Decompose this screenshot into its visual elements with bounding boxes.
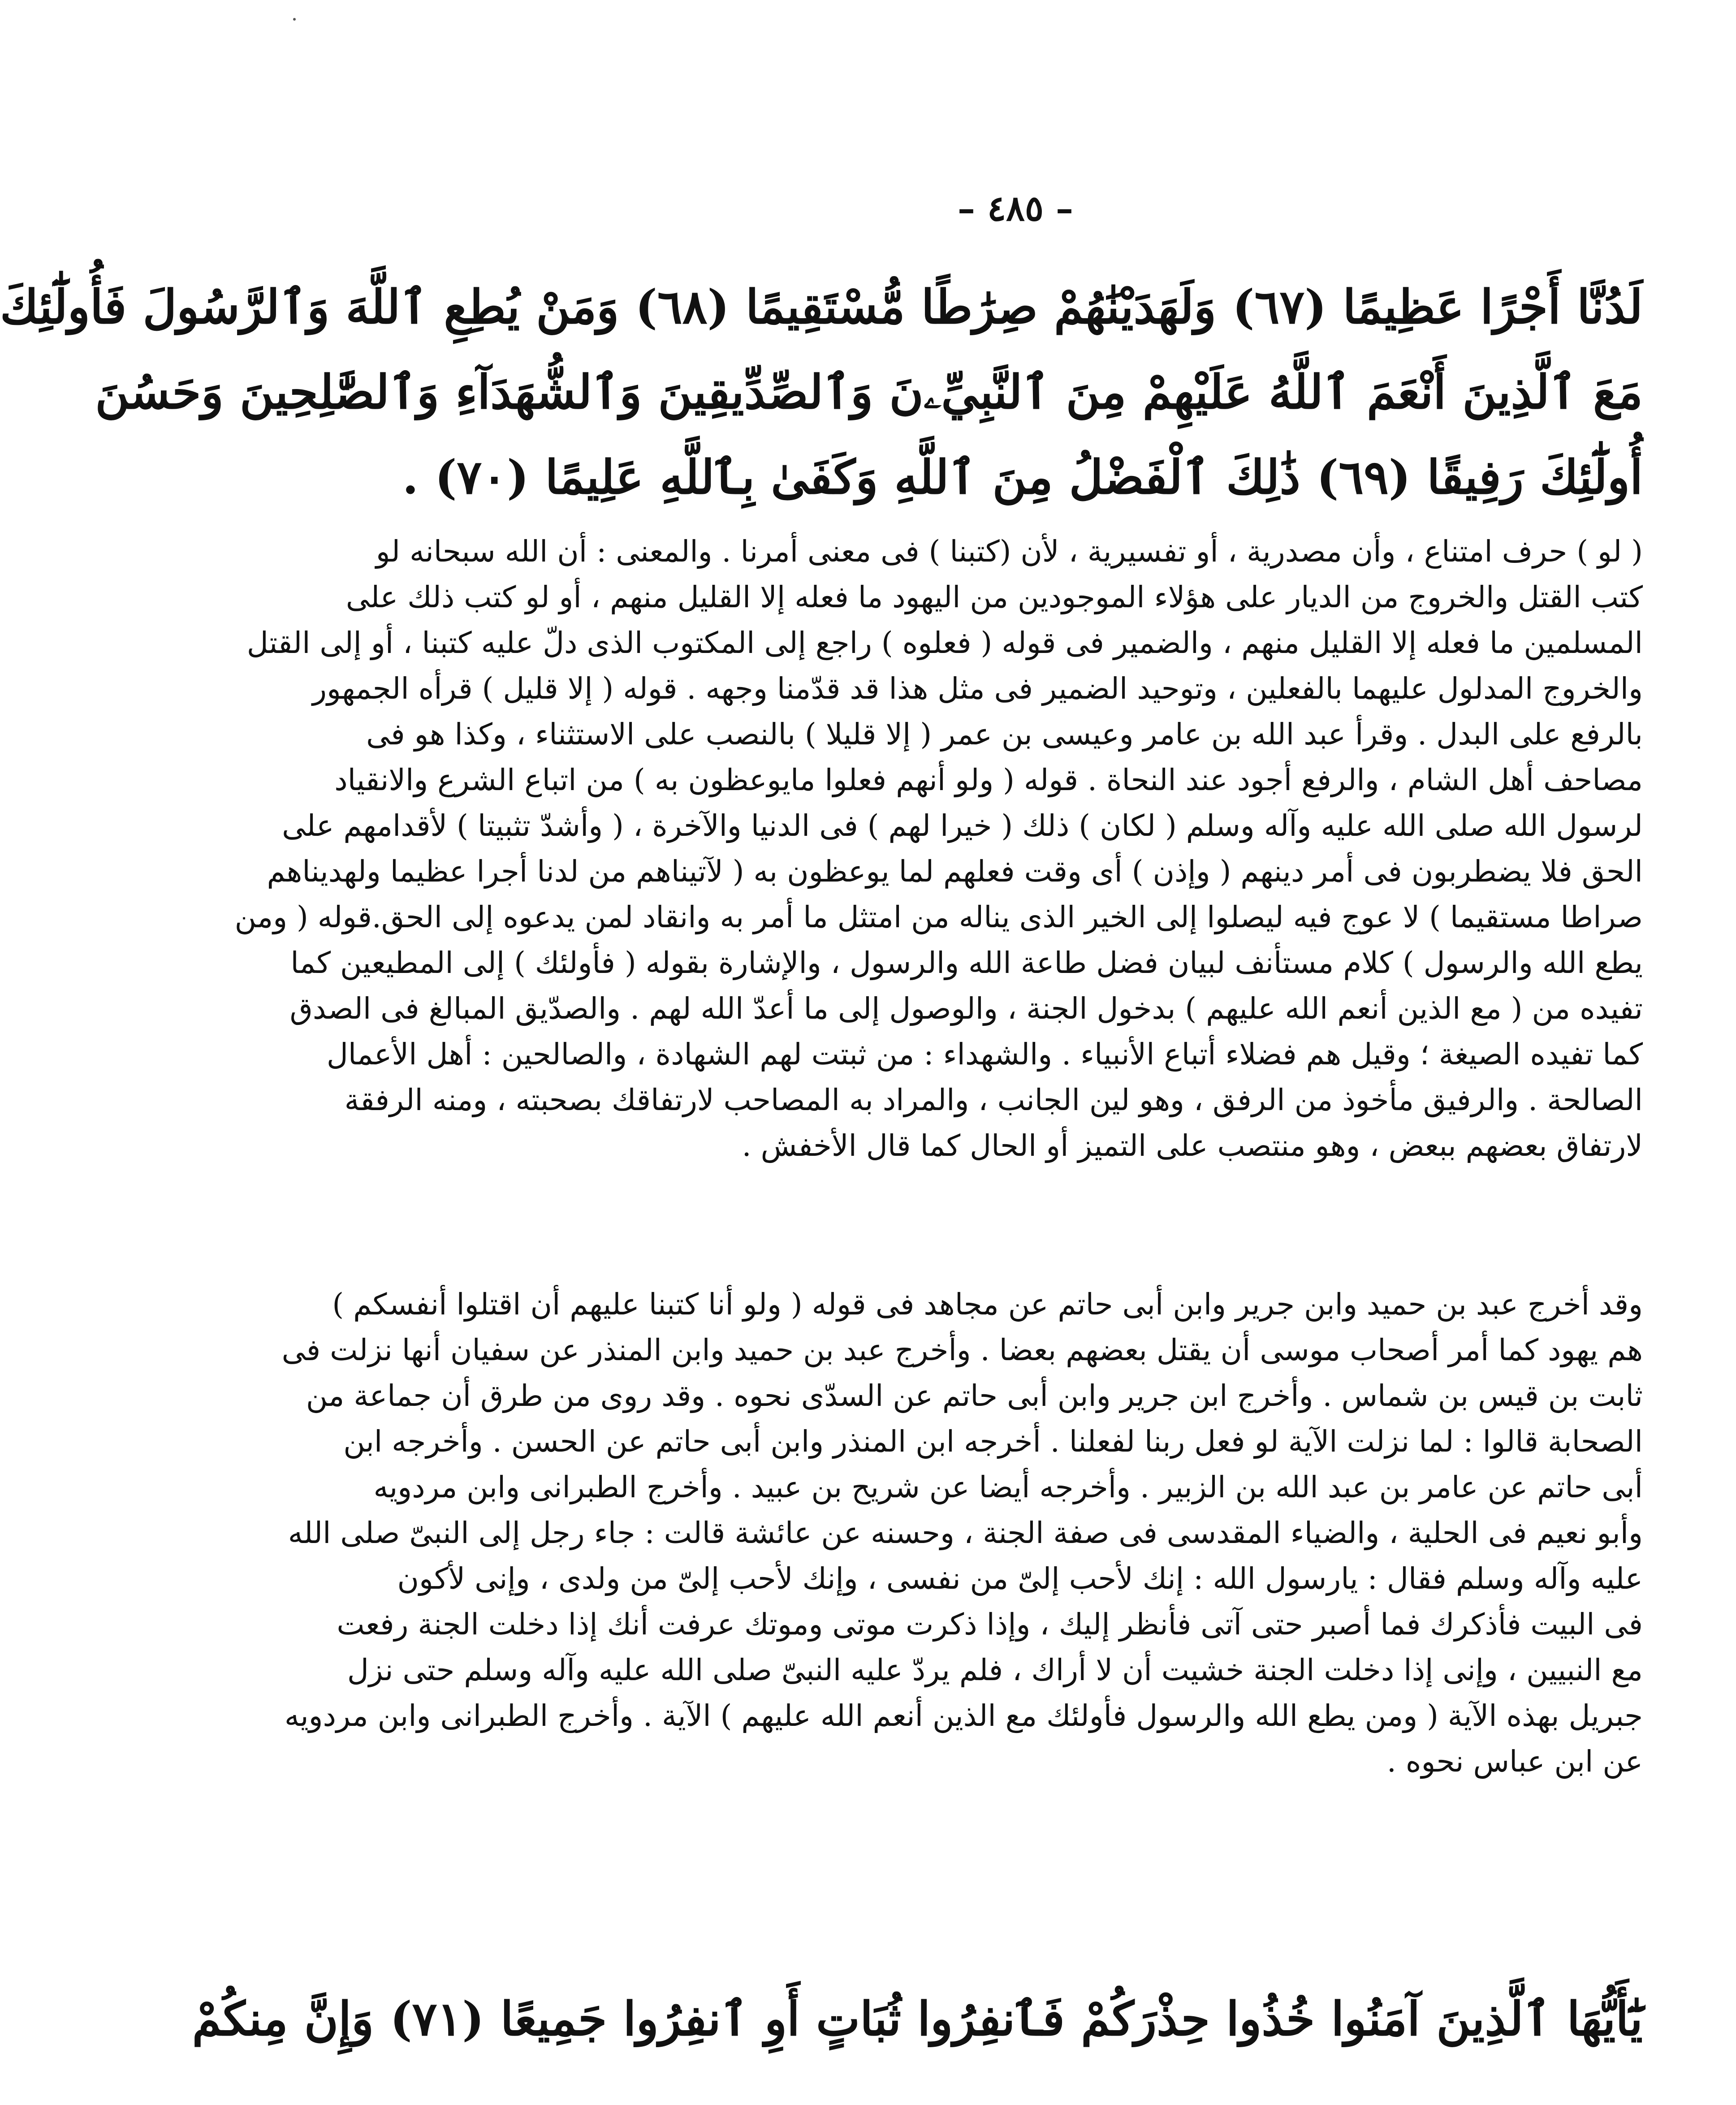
narration-line: هم يهود كما أمر أصحاب موسى أن يقتل بعضهم بعضا . وأخرج عبد بن حميد وابن المنذر عن سفيان أنها نزلت فى [281, 1333, 1643, 1367]
narration-line: وأبو نعيم فى الحلية ، والضياء المقدسى فى صفة الجنة ، وحسنه عن عائشة قالت : جاء رجل إلى النبىّ صلى الله [288, 1516, 1643, 1550]
commentary-line: ( لو ) حرف امتناع ، وأن مصدرية ، أو تفسيرية ، لأن (كتبنا ) فى معنى أمرنا . والمعنى : أن الله سبحانه لو [376, 534, 1643, 569]
margin-dot [293, 18, 296, 21]
commentary-line: الصالحة . والرفيق مأخوذ من الرفق ، وهو لين الجانب ، والمراد به المصاحب لارتفاقك بصحبته ، ومنه الرفقة [344, 1083, 1643, 1117]
narration-line: فى البيت فأذكرك فما أصبر حتى آتى فأنظر إليك ، وإذا ذكرت موتى وموتك عرفت أنك إذا دخلت الجنة رفعت [337, 1607, 1643, 1642]
commentary-line: والخروج المدلول عليهما بالفعلين ، وتوحيد الضمير فى مثل هذا قد قدّمنا وجهه . قوله ( إلا قليل ) قرأه الجمهور [312, 671, 1643, 706]
commentary-line: الحق فلا يضطربون فى أمر دينهم ( وإذن ) أى وقت فعلهم لما يوعظون به ( لآتيناهم من لدنا أجرا عظيما ولهديناهم [267, 854, 1643, 889]
narration-line: الصحابة قالوا : لما نزلت الآية لو فعل ربنا لفعلنا . أخرجه ابن المنذر وابن أبى حاتم عن الحسن . وأخرجه ابن [343, 1424, 1643, 1459]
commentary-line: بالرفع على البدل . وقرأ عبد الله بن عامر وعيسى بن عمر ( إلا قليلا ) بالنصب على الاستثناء ، وكذا هو فى [366, 717, 1643, 752]
commentary-line: يطع الله والرسول ) كلام مستأنف لبيان فضل طاعة الله والرسول ، والإشارة بقوله ( فأولئك ) إلى المطيعين كما [290, 946, 1643, 980]
narration-line: أبى حاتم عن عامر بن عبد الله بن الزبير . وأخرجه أيضا عن شريح بن عبيد . وأخرج الطبرانى وابن مردويه [373, 1470, 1643, 1504]
narration-line: مع النبيين ، وإنى إذا دخلت الجنة خشيت أن لا أراك ، فلم يردّ عليه النبىّ صلى الله عليه وآله وسلم حتى نزل [347, 1653, 1643, 1687]
commentary-line: لرسول الله صلى الله عليه وآله وسلم ( لكان ) ذلك ( خيرا لهم ) فى الدنيا والآخرة ، ( وأشدّ تثبيتا ) لأقدامهم على [282, 808, 1643, 843]
commentary-paragraph [234, 529, 1643, 1169]
page-number: – ٤٨٥ – [958, 188, 1073, 229]
verse-line: مَعَ ٱلَّذِينَ أَنْعَمَ ٱللَّهُ عَلَيْهِمْ مِنَ ٱلنَّبِيِّۦنَ وَٱلصِّدِّيقِينَ وَٱلشُّهَدَآءِ وَٱلصَّٰلِحِينَ وَحَسُنَ [95, 364, 1643, 419]
narrations-paragraph [281, 1282, 1643, 1785]
commentary-line: صراطا مستقيما ) لا عوج فيه ليصلوا إلى الخير الذى يناله من امتثل ما أمر به وانقاد لمن يدعوه إلى الحق.قوله ( ومن [234, 900, 1643, 934]
commentary-line: كما تفيده الصيغة ؛ وقيل هم فضلاء أتباع الأنبياء . والشهداء : من ثبتت لهم الشهادة ، والصالحين : أهل الأعمال [326, 1037, 1643, 1072]
narration-line: عليه وآله وسلم فقال : يارسول الله : إنك لأحب إلىّ من نفسى ، وإنك لأحب إلىّ من ولدى ، وإنى لأكون [397, 1561, 1643, 1596]
commentary-line: لارتفاق بعضهم ببعض ، وهو منتصب على التميز أو الحال كما قال الأخفش . [742, 1128, 1643, 1163]
commentary-line: مصاحف أهل الشام ، والرفع أجود عند النحاة . قوله ( ولو أنهم فعلوا مايوعظون به ) من اتباع الشرع والانقياد [334, 763, 1643, 797]
narration-line: وقد أخرج عبد بن حميد وابن جرير وابن أبى حاتم عن مجاهد فى قوله ( ولو أنا كتبنا عليهم أن اقتلوا أنفسكم ) [332, 1287, 1643, 1322]
commentary-line: المسلمين ما فعله إلا القليل منهم ، والضمير فى قوله ( فعلوه ) راجع إلى المكتوب الذى دلّ عليه كتبنا ، أو إلى القتل [246, 626, 1643, 660]
closing-quran-verse: يَٰٓأَيُّهَا ٱلَّذِينَ آمَنُوا خُذُوا حِذْرَكُمْ فَٱنفِرُوا ثُبَاتٍ أَوِ ٱنفِرُوا جَمِيعًا (٧١) وَإِنَّ مِنكُمْ [192, 1991, 1643, 2046]
commentary-line: كتب القتل والخروج من الديار على هؤلاء الموجودين من اليهود ما فعله إلا القليل منهم ، أو لو كتب ذلك على [345, 580, 1643, 614]
commentary-line: تفيده من ( مع الذين أنعم الله عليهم ) بدخول الجنة ، والوصول إلى ما أعدّ الله لهم . والصدّيق المبالغ فى الصدق [289, 991, 1643, 1026]
narration-line: عن ابن عباس نحوه . [1386, 1744, 1643, 1779]
verse-line: أُولَٰٓئِكَ رَفِيقًا (٦٩) ذَٰلِكَ ٱلْفَضْلُ مِنَ ٱللَّهِ وَكَفَىٰ بِٱللَّهِ عَلِيمًا (٧٠) . [402, 450, 1643, 505]
narration-line: ثابت بن قيس بن شماس . وأخرج ابن جرير وابن أبى حاتم عن السدّى نحوه . وقد روى من طرق أن جماعة من [306, 1379, 1643, 1413]
verse-line: لَدُنَّا أَجْرًا عَظِيمًا (٦٧) وَلَهَدَيْنَٰهُمْ صِرَٰطًا مُّسْتَقِيمًا (٦٨) وَمَنْ يُطِعِ ٱللَّهَ وَٱلرَّسُولَ فَأُولَٰٓئِكَ [0, 279, 1643, 334]
narration-line: جبريل بهذه الآية ( ومن يطع الله والرسول فأولئك مع الذين أنعم الله عليهم ) الآية . وأخرج الطبرانى وابن مردويه [284, 1699, 1643, 1733]
quran-verse-block [0, 264, 1643, 520]
